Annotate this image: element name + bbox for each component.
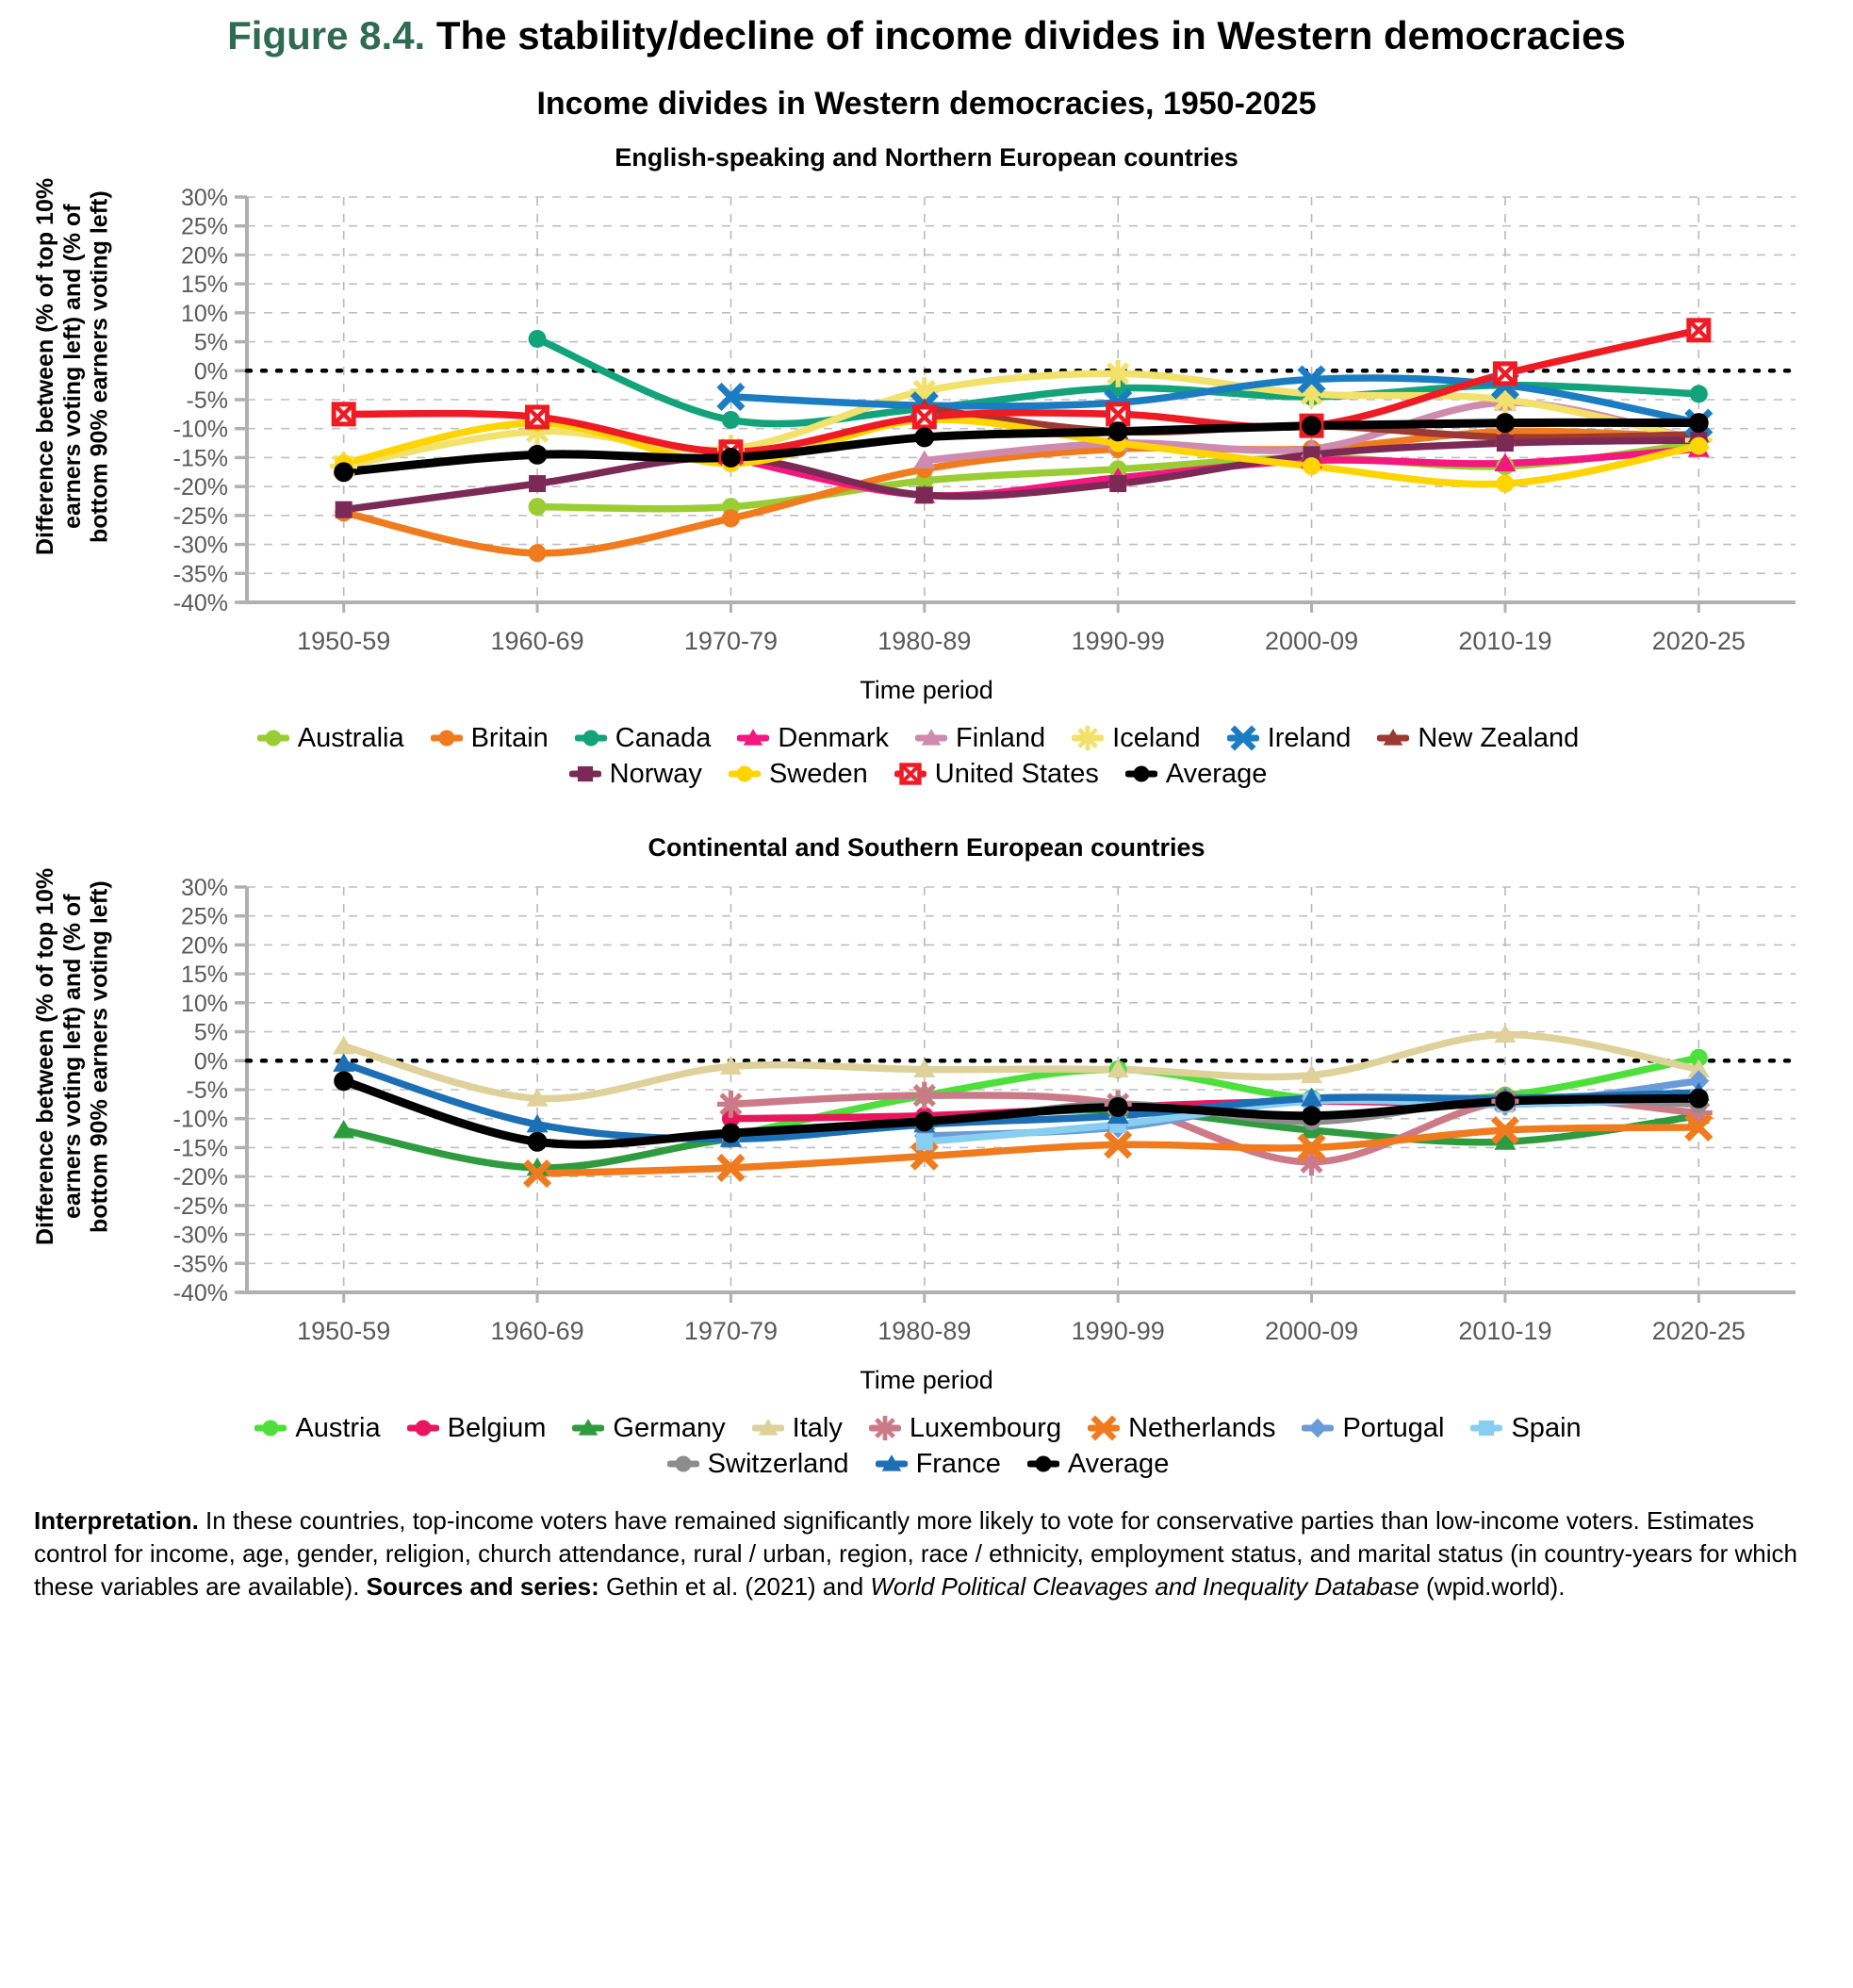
series-marker-average bbox=[528, 445, 548, 465]
legend-item-label: Average bbox=[1067, 1448, 1170, 1479]
legend-item-sweden[interactable] bbox=[729, 758, 868, 790]
legend-marker-icon bbox=[1125, 758, 1157, 790]
series-marker-iceland bbox=[1105, 360, 1132, 387]
legend-item-australia[interactable] bbox=[257, 722, 404, 754]
legend-item-label: Austria bbox=[295, 1412, 381, 1443]
legend-marker-icon bbox=[257, 722, 289, 754]
legend-item-belgium[interactable] bbox=[407, 1412, 547, 1444]
legend-panel-2 bbox=[0, 1412, 1853, 1480]
series-marker-luxembourg bbox=[910, 1082, 938, 1109]
legend-item-ireland[interactable] bbox=[1227, 722, 1352, 754]
legend-item-canada[interactable] bbox=[575, 722, 712, 754]
series-marker-canada bbox=[529, 330, 547, 348]
series-marker-average bbox=[1495, 1092, 1515, 1111]
legend-item-denmark[interactable] bbox=[737, 722, 889, 754]
legend-marker-icon bbox=[1470, 1412, 1502, 1444]
legend-marker-icon bbox=[254, 1412, 287, 1444]
y-tick-label: -30% bbox=[172, 1222, 228, 1249]
series-marker-canada bbox=[1690, 385, 1708, 403]
y-tick-label: 20% bbox=[180, 932, 228, 960]
interpretation-body-1: In these countries, top-income voters have remained significantly more likely to vote for conservative parties than low-income voters. Estimates control for income, age, gender, religion, church attendance, rural / urban, region, race / ethnicity, employment status, and marital status (in country-years for which these variables are available). bbox=[34, 1506, 1797, 1601]
series-marker-united-states bbox=[334, 404, 353, 424]
legend-marker-icon bbox=[575, 722, 607, 754]
legend-item-average[interactable] bbox=[1027, 1448, 1170, 1480]
panel-1-plot bbox=[0, 176, 1853, 676]
figure-number: Figure 8.4. bbox=[227, 13, 426, 58]
legend-item-label: Ireland bbox=[1267, 722, 1352, 753]
series-marker-luxembourg bbox=[717, 1091, 745, 1118]
x-tick-label: 2020-25 bbox=[1651, 1317, 1746, 1346]
legend-marker-icon bbox=[1227, 722, 1259, 754]
series-marker-norway bbox=[336, 501, 353, 518]
series-marker-average bbox=[1108, 1097, 1128, 1117]
y-tick-label: -25% bbox=[172, 1192, 228, 1220]
legend-item-spain[interactable] bbox=[1470, 1412, 1581, 1444]
series-marker-average bbox=[1108, 421, 1128, 441]
panel-2-subtitle: Continental and Southern European countries bbox=[648, 833, 1205, 863]
legend-item-switzerland[interactable] bbox=[667, 1448, 849, 1480]
legend-item-label: Denmark bbox=[778, 722, 890, 753]
legend-marker-icon bbox=[737, 722, 769, 754]
legend-item-britain[interactable] bbox=[431, 722, 549, 754]
x-tick-label: 1990-99 bbox=[1071, 1317, 1165, 1346]
legend-item-netherlands[interactable] bbox=[1088, 1412, 1275, 1444]
figure-title bbox=[0, 0, 1853, 58]
series-marker-average bbox=[1302, 416, 1321, 435]
legend-marker-icon bbox=[1072, 722, 1104, 754]
y-tick-label: 0% bbox=[193, 358, 228, 386]
x-tick-label: 1980-89 bbox=[877, 1317, 972, 1346]
x-tick-label: 2010-19 bbox=[1458, 627, 1552, 656]
legend-item-label: Britain bbox=[470, 722, 549, 753]
series-marker-united-states bbox=[1108, 404, 1128, 424]
x-tick-label: 2010-19 bbox=[1458, 1317, 1552, 1346]
y-tick-label: -40% bbox=[172, 1280, 228, 1307]
y-tick-label: -35% bbox=[172, 561, 228, 588]
legend-marker-icon bbox=[1027, 1448, 1059, 1480]
y-tick-label: 25% bbox=[180, 903, 228, 930]
legend-item-france[interactable] bbox=[876, 1448, 1001, 1480]
y-tick-label: 10% bbox=[180, 300, 228, 327]
panel-1-subtitle: English-speaking and Northern European countries bbox=[615, 143, 1238, 173]
legend-item-label: Average bbox=[1165, 758, 1268, 789]
legend-marker-icon bbox=[1302, 1412, 1334, 1444]
x-tick-label: 2020-25 bbox=[1651, 627, 1746, 656]
y-tick-label: -30% bbox=[172, 532, 228, 559]
legend-panel-1 bbox=[0, 722, 1853, 790]
panel-continental-southern bbox=[0, 833, 1853, 1395]
legend-item-label: Australia bbox=[297, 722, 404, 753]
panel-1-ylabel: Difference between (% of top 10% earners voting left) and (% of bottom 90% earners voting left) bbox=[32, 178, 113, 556]
legend-item-label: Portugal bbox=[1342, 1412, 1445, 1443]
legend-item-finland[interactable] bbox=[915, 722, 1045, 754]
figure-title-text: The stability/decline of income divides in Western democracies bbox=[435, 13, 1626, 58]
x-tick-label: 1990-99 bbox=[1071, 627, 1165, 656]
legend-marker-icon bbox=[431, 722, 463, 754]
series-marker-average bbox=[528, 1132, 548, 1152]
series-marker-united-states bbox=[528, 407, 548, 427]
legend-item-italy[interactable] bbox=[752, 1412, 843, 1444]
y-tick-label: -35% bbox=[172, 1251, 228, 1278]
legend-item-norway[interactable] bbox=[569, 758, 702, 790]
legend-item-average[interactable] bbox=[1125, 758, 1268, 790]
legend-item-germany[interactable] bbox=[572, 1412, 725, 1444]
series-marker-average bbox=[334, 1071, 353, 1091]
x-tick-label: 1970-79 bbox=[683, 1317, 778, 1346]
series-marker-average bbox=[914, 428, 934, 448]
legend-item-label: Netherlands bbox=[1128, 1412, 1276, 1443]
panel-2-plot bbox=[0, 866, 1853, 1366]
legend-marker-icon bbox=[569, 758, 601, 790]
legend-marker-icon bbox=[876, 1448, 908, 1480]
legend-item-label: Italy bbox=[792, 1412, 843, 1443]
legend-marker-icon bbox=[1088, 1412, 1120, 1444]
x-tick-label: 2000-09 bbox=[1265, 627, 1359, 656]
y-tick-label: 20% bbox=[180, 242, 228, 270]
series-marker-average bbox=[1302, 1106, 1321, 1125]
interpretation-body-3: (wpid.world). bbox=[1418, 1571, 1566, 1601]
legend-marker-icon bbox=[1377, 722, 1409, 754]
series-marker-average bbox=[721, 1124, 741, 1143]
legend-item-label: Finland bbox=[956, 722, 1046, 753]
y-tick-label: -15% bbox=[172, 1135, 228, 1162]
y-tick-label: 30% bbox=[180, 875, 228, 902]
y-tick-label: -20% bbox=[172, 1164, 228, 1191]
panel-2-xlabel: Time period bbox=[860, 1366, 993, 1395]
y-tick-label: 15% bbox=[180, 961, 228, 989]
series-marker-britain bbox=[529, 544, 547, 562]
legend-item-united-states[interactable] bbox=[894, 758, 1099, 790]
y-tick-label: -20% bbox=[172, 474, 228, 501]
legend-item-new-zealand[interactable] bbox=[1377, 722, 1579, 754]
x-tick-label: 2000-09 bbox=[1265, 1317, 1359, 1346]
chart-main-title: Income divides in Western democracies, 1950-2025 bbox=[536, 86, 1317, 123]
series-marker-norway bbox=[529, 475, 546, 492]
legend-item-label: France bbox=[915, 1448, 1001, 1479]
legend-marker-icon bbox=[407, 1412, 439, 1444]
legend-item-label: Switzerland bbox=[707, 1448, 849, 1479]
legend-item-label: New Zealand bbox=[1418, 722, 1580, 753]
x-tick-label: 1960-69 bbox=[490, 1317, 584, 1346]
y-tick-label: 5% bbox=[193, 1019, 228, 1046]
legend-item-label: Germany bbox=[613, 1412, 726, 1443]
legend-item-label: United States bbox=[934, 758, 1099, 789]
series-marker-average bbox=[721, 448, 741, 468]
y-tick-label: 5% bbox=[193, 329, 228, 356]
legend-marker-icon bbox=[572, 1412, 604, 1444]
series-marker-average bbox=[914, 1111, 934, 1131]
series-marker-average bbox=[1689, 413, 1709, 433]
legend-marker-icon bbox=[915, 722, 947, 754]
series-marker-spain bbox=[916, 1133, 933, 1150]
interpretation-lead: Interpretation. bbox=[34, 1506, 199, 1536]
series-marker-average bbox=[1689, 1089, 1709, 1109]
y-tick-label: 0% bbox=[193, 1048, 228, 1076]
legend-item-iceland[interactable] bbox=[1072, 722, 1201, 754]
legend-item-label: Belgium bbox=[447, 1412, 547, 1443]
y-tick-label: -5% bbox=[186, 387, 228, 415]
series-marker-australia bbox=[529, 498, 547, 516]
legend-marker-icon bbox=[869, 1412, 901, 1444]
y-tick-label: -25% bbox=[172, 502, 228, 530]
x-tick-label: 1960-69 bbox=[490, 627, 584, 656]
series-marker-norway bbox=[916, 486, 933, 503]
legend-item-label: Sweden bbox=[768, 758, 868, 789]
series-marker-canada bbox=[722, 411, 740, 429]
interpretation-note bbox=[0, 1480, 1853, 1602]
series-marker-sweden bbox=[1690, 437, 1708, 455]
series-line-italy bbox=[344, 1035, 1699, 1099]
legend-item-label: Spain bbox=[1511, 1412, 1582, 1443]
interpretation-body-2: Gethin et al. (2021) and bbox=[599, 1571, 871, 1601]
series-marker-united-states bbox=[914, 407, 934, 427]
legend-item-label: Canada bbox=[615, 722, 712, 753]
y-tick-label: -10% bbox=[172, 416, 228, 443]
x-tick-label: 1950-59 bbox=[297, 627, 391, 656]
legend-item-austria[interactable] bbox=[254, 1412, 380, 1444]
series-marker-united-states bbox=[1689, 320, 1709, 340]
series-marker-sweden bbox=[1303, 457, 1320, 475]
series-marker-average bbox=[1495, 413, 1515, 433]
y-tick-label: 15% bbox=[180, 271, 228, 299]
legend-item-luxembourg[interactable] bbox=[869, 1412, 1061, 1444]
sources-lead: Sources and series: bbox=[366, 1571, 599, 1601]
y-tick-label: -15% bbox=[172, 445, 228, 472]
series-marker-norway bbox=[1497, 435, 1514, 452]
y-tick-label: 10% bbox=[180, 990, 228, 1017]
y-tick-label: -10% bbox=[172, 1106, 228, 1133]
series-marker-sweden bbox=[1496, 475, 1514, 493]
legend-marker-icon bbox=[894, 758, 926, 790]
legend-marker-icon bbox=[667, 1448, 699, 1480]
series-marker-united-states bbox=[1495, 364, 1515, 384]
x-tick-label: 1980-89 bbox=[877, 627, 972, 656]
series-marker-norway bbox=[1109, 475, 1126, 492]
x-tick-label: 1970-79 bbox=[683, 627, 778, 656]
panel-1-xlabel: Time period bbox=[860, 676, 993, 705]
x-tick-label: 1950-59 bbox=[297, 1317, 391, 1346]
legend-item-portugal[interactable] bbox=[1302, 1412, 1444, 1444]
panel-2-ylabel: Difference between (% of top 10% earners voting left) and (% of bottom 90% earners voting left) bbox=[32, 868, 113, 1246]
legend-item-label: Norway bbox=[609, 758, 702, 789]
y-tick-label: -40% bbox=[172, 590, 228, 617]
y-tick-label: -5% bbox=[186, 1077, 228, 1105]
legend-marker-icon bbox=[729, 758, 761, 790]
series-marker-average bbox=[334, 462, 353, 482]
y-tick-label: 25% bbox=[180, 213, 228, 240]
panel-english-northern bbox=[0, 143, 1853, 705]
source-italic: World Political Cleavages and Inequality Database bbox=[870, 1571, 1419, 1601]
series-marker-britain bbox=[722, 509, 740, 527]
y-tick-label: 30% bbox=[180, 185, 228, 212]
legend-item-label: Iceland bbox=[1112, 722, 1201, 753]
legend-marker-icon bbox=[752, 1412, 784, 1444]
legend-item-label: Luxembourg bbox=[909, 1412, 1062, 1443]
